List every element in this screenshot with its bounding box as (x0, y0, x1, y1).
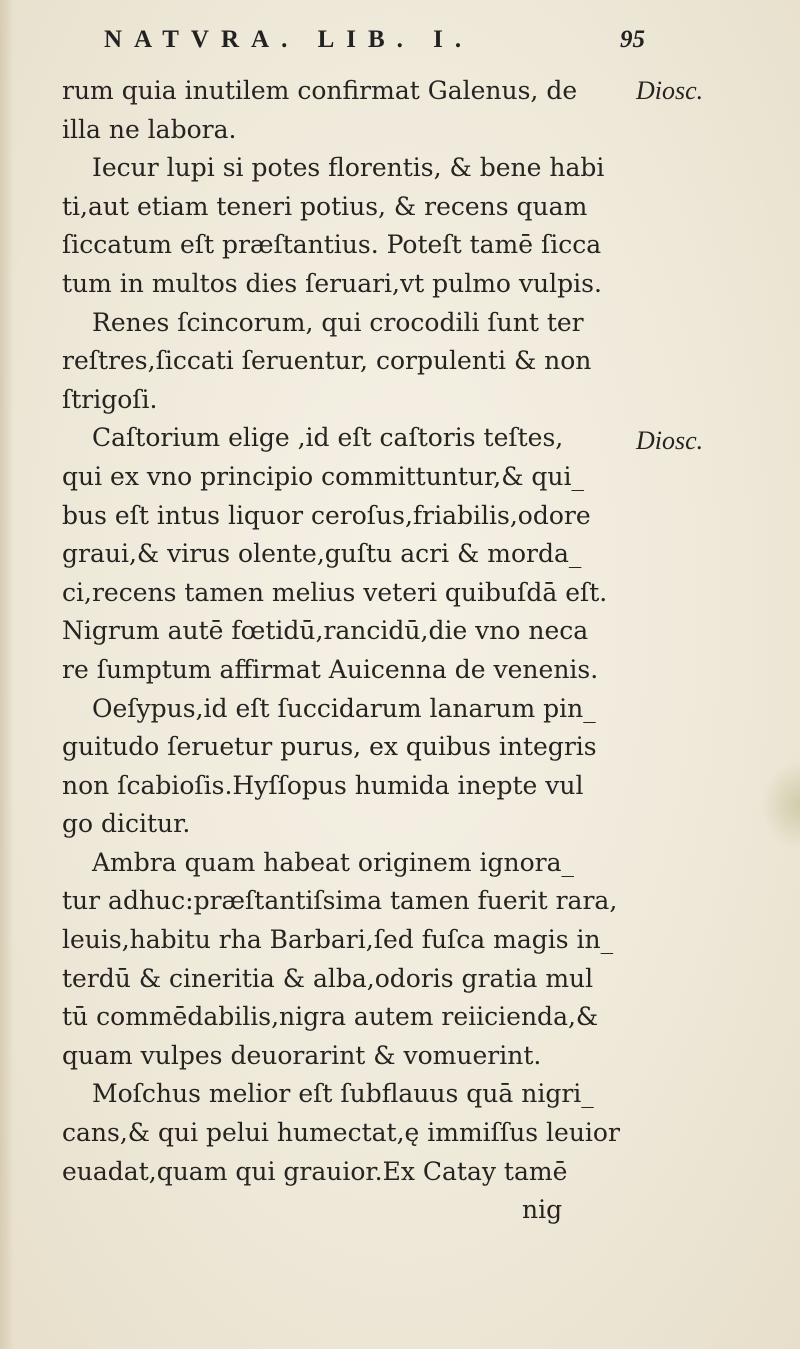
text-line: Caſtorium elige ,id eſt caſtoris teſtes, (92, 423, 564, 453)
text-line: euadat,quam qui grauior.Ex Catay tamē (62, 1156, 568, 1186)
text-line: non ſcabioſis.Hyſſopus humida inepte vul (62, 770, 584, 800)
text-line: terdū & cineritia & alba,odoris gratia mul (62, 963, 594, 993)
margin-note: Diosc. (636, 76, 704, 105)
page-number: 95 (620, 26, 645, 53)
text-line: Ambra quam habeat originem ignora_ (92, 847, 574, 877)
text-line: ci,recens tamen melius veteri quibuſdā eſt. (62, 577, 608, 607)
catchword: nig (522, 1195, 563, 1225)
text-line: rum quia inutilem confirmat Galenus, de (62, 76, 578, 105)
text-line: cans,& qui pelui humectat,ę immiſſus leuior (62, 1118, 620, 1148)
running-title: NATVRA. LIB. I. (104, 26, 474, 53)
text-line: illa ne labora. (62, 114, 237, 144)
body-text (62, 72, 652, 1230)
text-line: leuis,habitu rha Barbari,ſed fuſca magis in_ (62, 925, 614, 955)
text-line: bus eſt intus liquor ceroſus,friabilis,odore (62, 500, 591, 530)
text-line: tum in multos dies ſeruari,vt pulmo vulpis. (62, 268, 602, 298)
text-line: re ſumptum affirmat Auicenna de venenis. (62, 654, 599, 684)
text-line: guitudo ſeruetur purus, ex quibus integris (62, 732, 597, 762)
text-line: Renes ſcincorum, qui crocodili ſunt ter (92, 307, 584, 337)
text-line: ti,aut etiam teneri potius, & recens quam (62, 191, 588, 221)
text-line: go dicitur. (62, 809, 191, 839)
margin-note: Diosc. (636, 426, 704, 455)
text-line: quam vulpes deuorarint & vomuerint. (62, 1040, 542, 1070)
text-line: Iecur lupi si potes florentis, & bene habi (92, 153, 605, 183)
paper-stain (760, 760, 800, 850)
text-line: graui,& virus olente,guſtu acri & morda_ (62, 539, 582, 569)
text-line: ſiccatum eſt præſtantius. Poteſt tamē ſicca (62, 230, 602, 260)
text-line: qui ex vno principio committuntur,& qui_ (62, 461, 585, 491)
text-line: Nigrum autē fœtidū,rancidū,die vno neca (62, 616, 589, 646)
text-line: reſtres,ſiccati ſeruentur, corpulenti & non (62, 346, 592, 376)
text-line: ſtrigoſi. (62, 384, 158, 414)
text-line: Moſchus melior eſt ſubflauus quā nigri_ (92, 1079, 594, 1109)
text-line: Oeſypus,id eſt ſuccidarum lanarum pin_ (92, 693, 596, 723)
text-line: tū commēdabilis,nigra autem reiicienda,& (62, 1002, 599, 1032)
page-gutter-shadow (0, 0, 14, 1349)
text-line: tur adhuc:præſtantiſsima tamen fuerit rara, (62, 886, 618, 916)
